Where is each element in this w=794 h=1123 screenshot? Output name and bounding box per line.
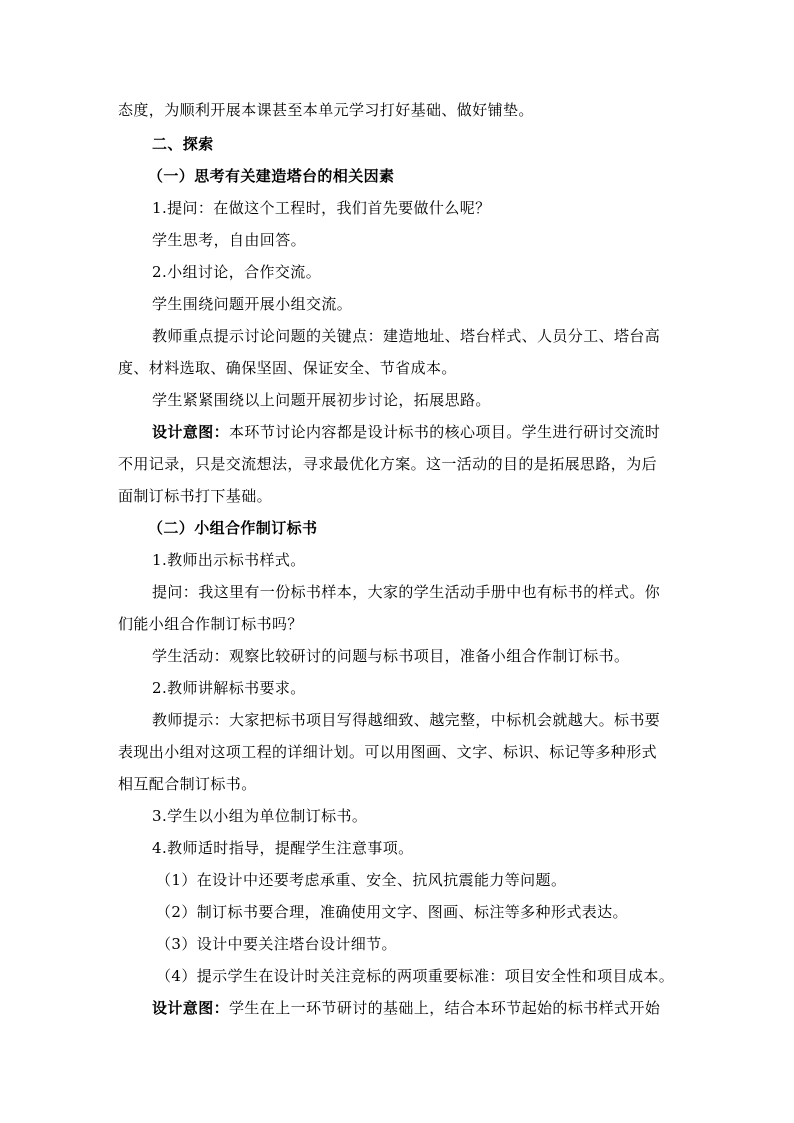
paragraph-line: 1.提问：在做这个工程时，我们首先要做什么呢？ [152, 199, 491, 217]
paragraph-line: 1.教师出示标书样式。 [152, 551, 306, 569]
paragraph-line: 教师重点提示讨论问题的关键点：建造地址、塔台样式、人员分工、塔台高 [152, 327, 661, 345]
paragraph-line: 学生思考，自由回答。 [152, 231, 307, 249]
paragraph-line: 不用记录，只是交流想法，寻求最优化方案。这一活动的目的是拓展思路，为后 [118, 455, 658, 473]
paragraph-line: 学生活动：观察比较研讨的问题与标书项目，准备小组合作制订标书。 [152, 647, 630, 665]
design-intent-paragraph [152, 422, 660, 442]
paragraph-line: 们能小组合作制订标书吗？ [118, 615, 303, 633]
paragraph-line: 3.学生以小组为单位制订标书。 [152, 807, 368, 825]
section-heading: 二、探索 [152, 135, 214, 153]
list-item: （3）设计中要关注塔台设计细节。 [156, 935, 397, 953]
paragraph-line: 表现出小组对这项工程的详细计划。可以用图画、文字、标识、标记等多种形式 [118, 743, 658, 761]
design-intent-label: 设计意图： [152, 999, 230, 1017]
list-item: （2）制订标书要合理，准确使用文字、图画、标注等多种形式表达。 [156, 903, 628, 921]
paragraph-line: 4.教师适时指导，提醒学生注意事项。 [152, 839, 414, 857]
paragraph-line: 度、材料选取、确保坚固、保证安全、节省成本。 [118, 359, 457, 377]
list-item: （1）在设计中还要考虑承重、安全、抗风抗震能力等问题。 [156, 871, 567, 889]
design-intent-label: 设计意图： [152, 423, 230, 441]
subsection-heading: （一）思考有关建造塔台的相关因素 [148, 167, 395, 185]
design-intent-text: 本环节讨论内容都是设计标书的核心项目。学生进行研讨交流时 [229, 423, 661, 441]
paragraph-line: 学生紧紧围绕以上问题开展初步讨论，拓展思路。 [152, 391, 491, 409]
paragraph-line: 教师提示：大家把标书项目写得越细致、越完整，中标机会就越大。标书要 [152, 711, 661, 729]
paragraph-line: 面制订标书打下基础。 [118, 487, 273, 505]
paragraph-continuation: 态度，为顺利开展本课甚至本单元学习打好基础、做好铺垫。 [118, 101, 534, 119]
paragraph-line: 提问：我这里有一份标书样本，大家的学生活动手册中也有标书的样式。你 [152, 583, 661, 601]
paragraph-line: 相互配合制订标书。 [118, 775, 257, 793]
paragraph-line: 学生围绕问题开展小组交流。 [152, 295, 353, 313]
paragraph-line: 2.小组讨论，合作交流。 [152, 263, 322, 281]
list-item: （4）提示学生在设计时关注竞标的两项重要标准：项目安全性和项目成本。 [156, 967, 675, 985]
design-intent-paragraph [152, 998, 660, 1018]
design-intent-text: 学生在上一环节研讨的基础上，结合本环节起始的标书样式开始 [229, 999, 661, 1017]
paragraph-line: 2.教师讲解标书要求。 [152, 679, 306, 697]
subsection-heading: （二）小组合作制订标书 [148, 519, 318, 537]
